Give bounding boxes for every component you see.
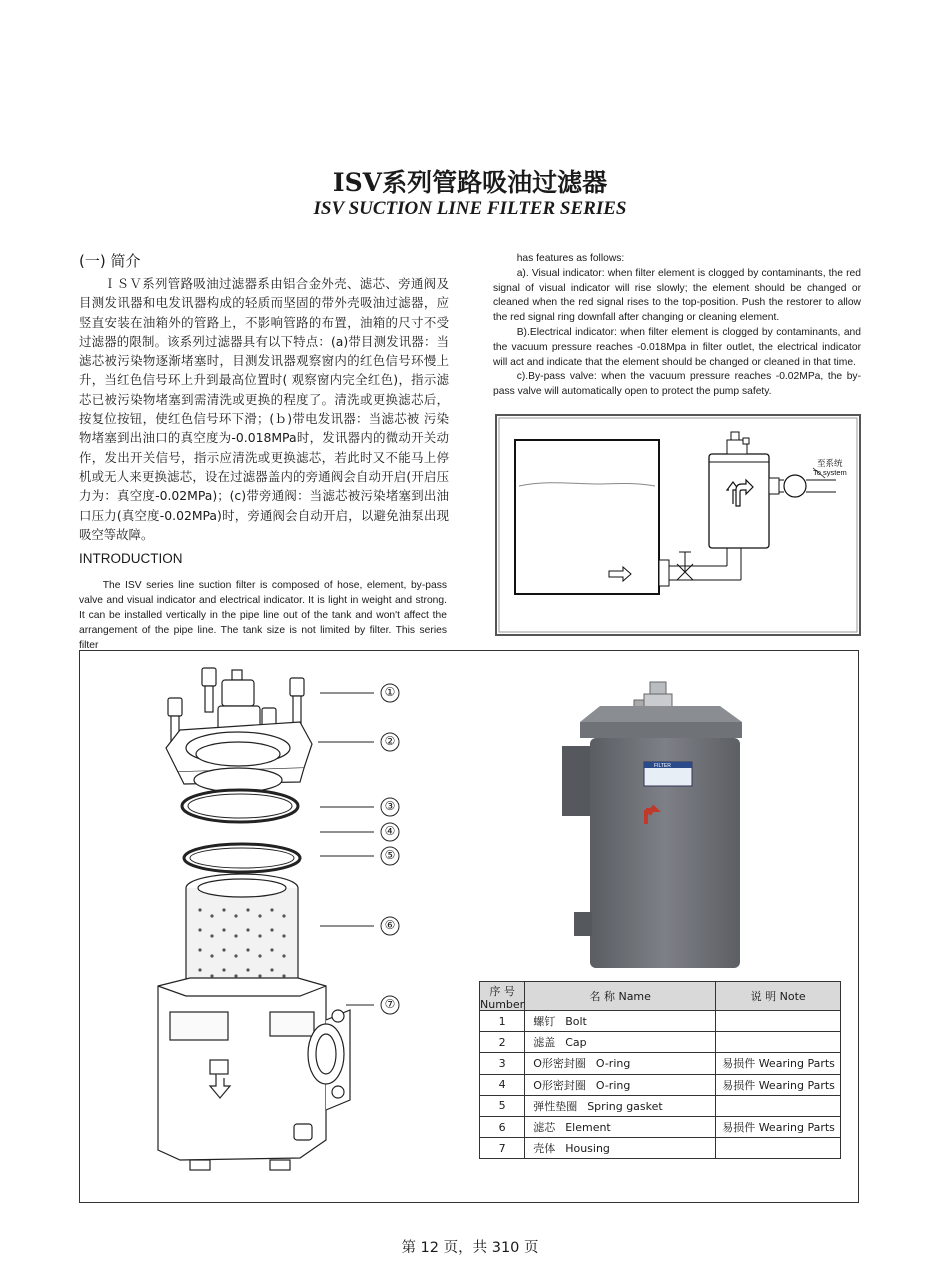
- table-row: [480, 1032, 841, 1053]
- row-name: O形密封圈 O-ring: [525, 1074, 716, 1095]
- row-note: [716, 1011, 841, 1032]
- exploded-view-drawing: [150, 660, 420, 1190]
- row-name: 螺钉 Bolt: [525, 1011, 716, 1032]
- nameplate-text: FILTER: [654, 763, 671, 769]
- to-system-label-cn: 至系统: [817, 459, 843, 469]
- row-number: 3: [480, 1053, 525, 1074]
- row-note: 易损件 Wearing Parts: [716, 1074, 841, 1095]
- row-name: O形密封圈 O-ring: [525, 1053, 716, 1074]
- features-text: [493, 252, 861, 400]
- row-number: 7: [480, 1138, 525, 1159]
- row-name: 滤盖 Cap: [525, 1032, 716, 1053]
- feature-visual-indicator: a). Visual indicator: when filter element is clogged by contaminants, the red signal of visual indicator will rise slowly; the element should be changed or cleaned when the red signal rises to the top-position. Push the restorer to allow the red signal ring downfall after changing or cleaning element.: [493, 267, 861, 324]
- row-note: 易损件 Wearing Parts: [716, 1116, 841, 1137]
- section-heading-en: INTRODUCTION: [79, 551, 183, 566]
- callout-3: ③: [384, 799, 396, 813]
- row-note: [716, 1032, 841, 1053]
- parts-table: [479, 981, 841, 1159]
- row-note: [716, 1095, 841, 1116]
- features-intro: has features as follows:: [516, 253, 625, 264]
- row-number: 4: [480, 1074, 525, 1095]
- intro-paragraph-cn: ＩＳＶ系列管路吸油过滤器系由铝合金外壳、滤芯、旁通阀及目测发讯器和电发讯器构成的轻质而坚固的带外壳吸油过滤器，应竖直安装在油箱外的管路上，不影响管路的布置，油箱的尺寸不受过滤器的限制。该系列过滤器具有以下特点：(a)带目测发讯器：当滤芯被污染物逐渐堵塞时，目测发讯器观察窗内的红色信号环慢上升，当红色信号环上升到最高位置时( 观察窗内完全红色)，指示滤芯已被污染物堵塞到需清洗或更换的程度了。清洗或更换滤芯后，按复位按钮，使红色信号环下滑；(ｂ)带电发讯器：当滤芯被 污染物堵塞到出油口的真空度为-0.018MPa时，发讯器内的微动开关动作，发出开关信号，指示应清洗或更换滤芯，若此时又不能马上停机或无人来更换滤芯，设在过滤器盖内的旁通阀会自动开启(开启压力为：真空度-0.02MPa)；(c)带旁通阀：当滤芯被污染堵塞到出油口压力(真空度-0.02MPa)时，旁通阀会自动开启，以避免油泵出现吸空等故障。: [79, 276, 449, 542]
- header-name: 名 称 Name: [525, 982, 716, 1011]
- callout-7: ⑦: [384, 997, 396, 1011]
- header-note: 说 明 Note: [716, 982, 841, 1011]
- table-row: [480, 1011, 841, 1032]
- feature-bypass-valve: c).By-pass valve: when the vacuum pressure reaches -0.02MPa, the by-pass valve will automatically open to protect the pump safety.: [493, 371, 861, 398]
- row-note: [716, 1138, 841, 1159]
- product-photo: [560, 676, 760, 972]
- row-name: 弹性垫圈 Spring gasket: [525, 1095, 716, 1116]
- callout-5: ⑤: [384, 848, 396, 862]
- table-row: [480, 1053, 841, 1074]
- row-name: 壳体 Housing: [525, 1138, 716, 1159]
- callout-1: ①: [384, 685, 396, 699]
- table-row: [480, 1095, 841, 1116]
- callout-2: ②: [384, 734, 396, 748]
- page-title-en: ISV SUCTION LINE FILTER SERIES: [313, 198, 627, 219]
- table-row: [480, 1138, 841, 1159]
- page-footer: 第 12 页，共 310 页: [401, 1240, 539, 1256]
- header-number: 序 号 Number: [480, 982, 525, 1011]
- row-number: 1: [480, 1011, 525, 1032]
- page-title-cn: ISV系列管路吸油过滤器: [332, 168, 608, 197]
- section-heading-cn: (一) 简介: [79, 252, 141, 270]
- to-system-label-en: To system: [813, 468, 847, 477]
- table-row: [480, 1074, 841, 1095]
- row-name: 滤芯 Element: [525, 1116, 716, 1137]
- row-number: 2: [480, 1032, 525, 1053]
- row-number: 6: [480, 1116, 525, 1137]
- callout-6: ⑥: [384, 918, 396, 932]
- parts-table-header: [480, 982, 841, 1011]
- installation-diagram: [495, 414, 861, 636]
- feature-electrical-indicator: B).Electrical indicator: when filter element is clogged by contaminants, and the vacuum pressure reaches -0.018Mpa in filter outlet, the electrical indicator will act and indicate that the element should be changed or cleaned in that time.: [493, 326, 861, 368]
- intro-paragraph-en: The ISV series line suction filter is composed of hose, element, by-pass valve and visual indicator and electrical indicator. It is light in weight and strong. It can be installed vertically in the pipe line out of the tank and won't affect the arrangement of the pipe line. The tank size is not limited by filter. This series filter: [79, 580, 447, 651]
- row-number: 5: [480, 1095, 525, 1116]
- table-row: [480, 1116, 841, 1137]
- row-note: 易损件 Wearing Parts: [716, 1053, 841, 1074]
- callout-4: ④: [384, 824, 396, 838]
